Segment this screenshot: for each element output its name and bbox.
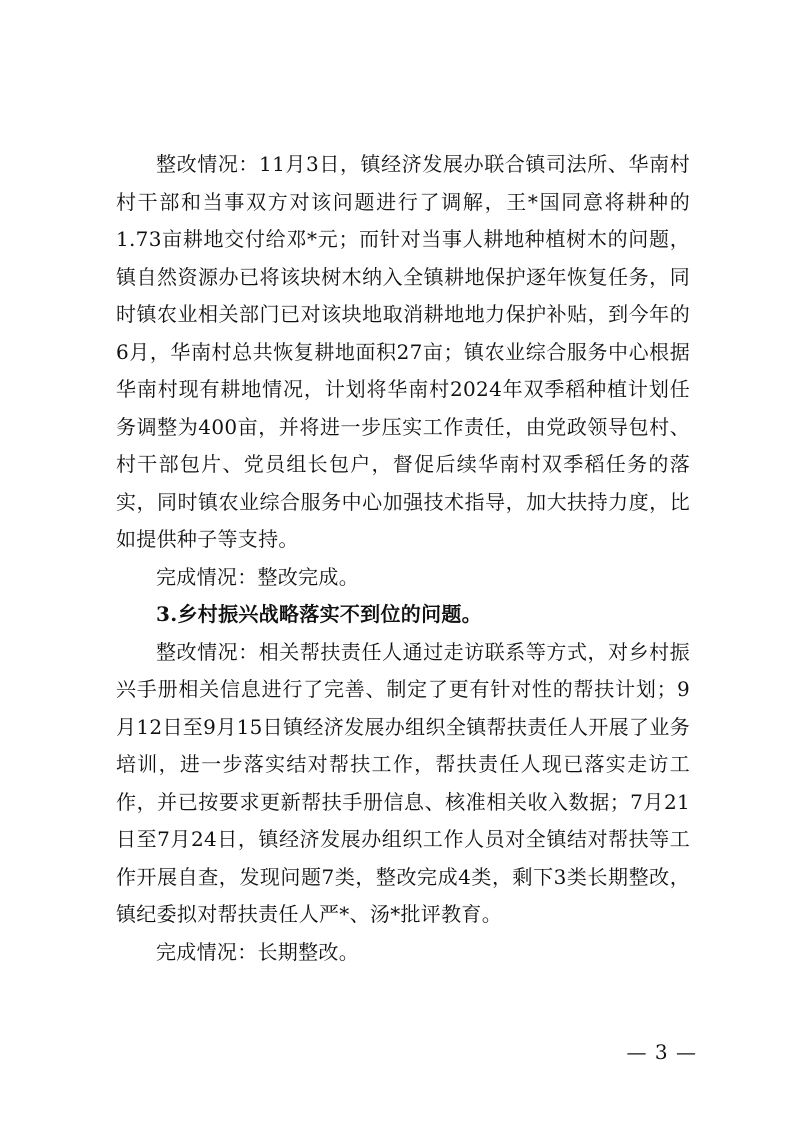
- completion-status-2: 完成情况：长期整改。: [156, 939, 359, 964]
- completion-status-1: 完成情况：整改完成。: [156, 564, 359, 589]
- page-number: — 3 —: [626, 1040, 697, 1064]
- section-heading-3: 3.乡村振兴战略落实不到位的问题。: [156, 602, 482, 626]
- rectification-paragraph-1: 整改情况：11月3日，镇经济发展办联合镇司法所、华南村村干部和当事双方对该问题进行了调解，王*国同意将耕种的1.73亩耕地交付给邓*元；而针对当事人耕地种植树木的问题，镇自然资源办已将该块树木纳入全镇耕地保护逐年恢复任务，同时镇农业相关部门已对该块地取消耕地地力保护补贴，到今年的6月，华南村总共恢复耕地面积27亩；镇农业综合服务中心根据华南村现有耕地情况，计划将华南村2024年双季稻种植计划任务调整为400亩，并将进一步压实工作责任，由党政领导包村、村干部包片、党员组长包户，督促后续华南村双季稻任务的落实，同时镇农业综合服务中心加强技术指导，加大扶持力度，比如提供种子等支持。: [116, 152, 690, 551]
- document-body: [116, 146, 690, 971]
- rectification-paragraph-2: 整改情况：相关帮扶责任人通过走访联系等方式，对乡村振兴手册相关信息进行了完善、制定了更有针对性的帮扶计划；9月12日至9月15日镇经济发展办组织全镇帮扶责任人开展了业务培训，进一步落实结对帮扶工作，帮扶责任人现已落实走访工作，并已按要求更新帮扶手册信息、核准相关收入数据；7月21日至7月24日，镇经济发展办组织工作人员对全镇结对帮扶等工作开展自查，发现问题7类，整改完成4类，剩下3类长期整改，镇纪委拟对帮扶责任人严*、汤*批评教育。: [116, 639, 690, 926]
